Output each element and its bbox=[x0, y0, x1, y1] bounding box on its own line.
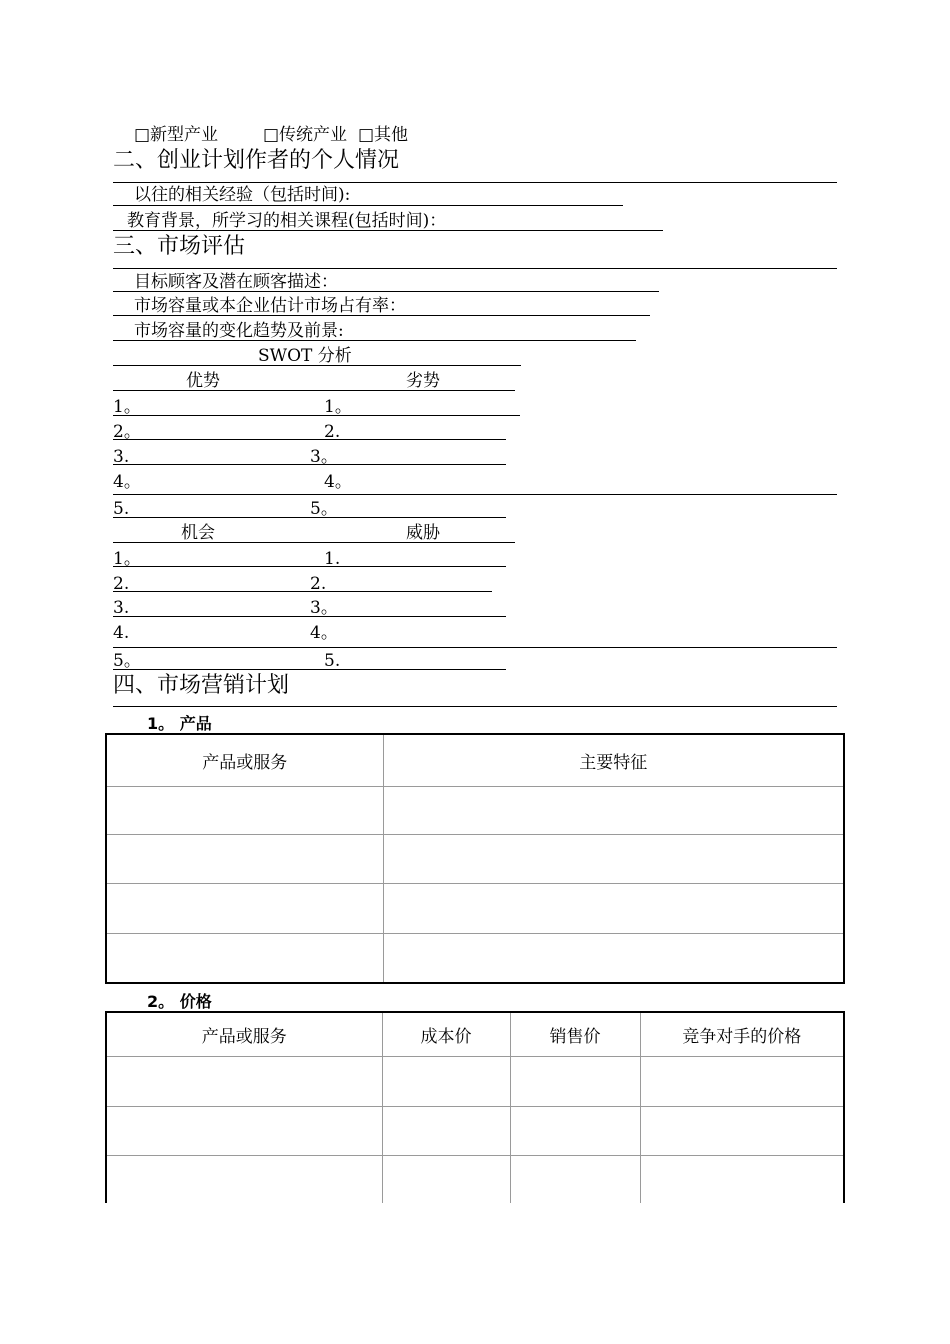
table-row bbox=[106, 933, 844, 983]
feature-cell[interactable] bbox=[383, 834, 844, 883]
target-customers-line[interactable] bbox=[113, 291, 659, 292]
cost-cell[interactable] bbox=[382, 1106, 510, 1155]
swot-ot-header-line bbox=[113, 542, 515, 543]
product-table-header bbox=[106, 734, 844, 786]
price-table-header bbox=[106, 1012, 844, 1056]
opportunity-item-2[interactable]: 2. bbox=[113, 574, 130, 594]
option-new-industry[interactable]: □新型产业 bbox=[134, 125, 219, 145]
competitor-cell[interactable] bbox=[640, 1056, 844, 1106]
sw-line-2 bbox=[113, 439, 506, 440]
weakness-item-4[interactable]: 4。 bbox=[324, 472, 352, 492]
strength-item-1[interactable]: 1。 bbox=[113, 397, 141, 417]
swot-title: SWOT 分析 bbox=[258, 346, 352, 366]
product-cell[interactable] bbox=[106, 834, 383, 883]
cost-cell[interactable] bbox=[382, 1155, 510, 1203]
table-row bbox=[106, 1155, 844, 1203]
price-header-service: 产品或服务 bbox=[106, 1012, 382, 1056]
opportunity-item-3[interactable]: 3. bbox=[113, 598, 130, 618]
sale-cell[interactable] bbox=[510, 1106, 640, 1155]
ot-line-3 bbox=[113, 616, 506, 617]
price-header-cost: 成本价 bbox=[382, 1012, 510, 1056]
service-cell[interactable] bbox=[106, 1056, 382, 1106]
sale-cell[interactable] bbox=[510, 1056, 640, 1106]
feature-cell[interactable] bbox=[383, 933, 844, 983]
opportunity-item-4[interactable]: 4. bbox=[113, 623, 130, 643]
sale-cell[interactable] bbox=[510, 1155, 640, 1203]
market-trend-label: 市场容量的变化趋势及前景: bbox=[134, 321, 344, 341]
product-cell[interactable] bbox=[106, 933, 383, 983]
strength-item-5[interactable]: 5. bbox=[113, 499, 130, 519]
threat-item-1[interactable]: 1. bbox=[324, 549, 341, 569]
section4-title: 四、市场营销计划 bbox=[113, 673, 290, 698]
section2-rule bbox=[113, 182, 837, 183]
swot-opportunities-header: 机会 bbox=[181, 523, 215, 543]
section3-title: 三、市场评估 bbox=[113, 234, 246, 259]
section4-rule bbox=[113, 706, 837, 707]
threat-item-2[interactable]: 2. bbox=[310, 574, 327, 594]
table-row bbox=[106, 834, 844, 883]
market-share-label: 市场容量或本企业估计市场占有率： bbox=[134, 296, 406, 316]
weakness-item-3[interactable]: 3。 bbox=[310, 447, 338, 467]
ot-line-2 bbox=[113, 591, 492, 592]
table-row bbox=[106, 1056, 844, 1106]
swot-title-line bbox=[113, 365, 521, 366]
product-subtitle: 1。 产品 bbox=[147, 714, 212, 733]
cost-cell[interactable] bbox=[382, 1056, 510, 1106]
opportunity-item-1[interactable]: 1。 bbox=[113, 549, 141, 569]
product-cell[interactable] bbox=[106, 883, 383, 933]
competitor-cell[interactable] bbox=[640, 1155, 844, 1203]
price-subtitle: 2。 价格 bbox=[147, 992, 212, 1011]
strength-item-2[interactable]: 2。 bbox=[113, 422, 141, 442]
table-row bbox=[106, 786, 844, 834]
table-row bbox=[106, 883, 844, 933]
weakness-item-2[interactable]: 2. bbox=[324, 422, 341, 442]
experience-line[interactable] bbox=[113, 205, 623, 206]
threat-item-4[interactable]: 4。 bbox=[310, 623, 338, 643]
option-other-industry[interactable]: □其他 bbox=[358, 125, 409, 145]
weakness-item-1[interactable]: 1。 bbox=[324, 397, 352, 417]
sw-line-3 bbox=[113, 464, 506, 465]
swot-sw-header-line bbox=[113, 390, 515, 391]
ot-line-1 bbox=[113, 566, 506, 567]
product-header-features: 主要特征 bbox=[383, 734, 844, 786]
feature-cell[interactable] bbox=[383, 883, 844, 933]
threat-item-3[interactable]: 3。 bbox=[310, 598, 338, 618]
market-trend-line[interactable] bbox=[113, 340, 636, 341]
product-table bbox=[105, 733, 845, 984]
section2-title: 二、创业计划作者的个人情况 bbox=[113, 148, 400, 173]
product-header-service: 产品或服务 bbox=[106, 734, 383, 786]
market-share-line[interactable] bbox=[113, 315, 650, 316]
service-cell[interactable] bbox=[106, 1106, 382, 1155]
experience-label: 以往的相关经验（包括时间): bbox=[134, 185, 351, 205]
competitor-cell[interactable] bbox=[640, 1106, 844, 1155]
ot-line-4 bbox=[113, 647, 837, 648]
threat-item-5[interactable]: 5. bbox=[324, 651, 341, 671]
sw-line-1 bbox=[113, 415, 520, 416]
opportunity-item-5[interactable]: 5。 bbox=[113, 651, 141, 671]
product-cell[interactable] bbox=[106, 786, 383, 834]
option-traditional-industry[interactable]: □传统产业 bbox=[263, 125, 348, 145]
sw-line-4 bbox=[113, 494, 837, 495]
sw-line-5 bbox=[113, 517, 506, 518]
swot-weaknesses-header: 劣势 bbox=[406, 371, 440, 391]
education-label: 教育背景，所学习的相关课程(包括时间)： bbox=[127, 211, 447, 231]
ot-line-5 bbox=[113, 669, 506, 670]
weakness-item-5[interactable]: 5。 bbox=[310, 499, 338, 519]
price-header-sale: 销售价 bbox=[510, 1012, 640, 1056]
price-header-competitor: 竞争对手的价格 bbox=[640, 1012, 844, 1056]
table-row bbox=[106, 1106, 844, 1155]
strength-item-4[interactable]: 4。 bbox=[113, 472, 141, 492]
section3-rule bbox=[113, 268, 837, 269]
target-customers-label: 目标顾客及潜在顾客描述： bbox=[134, 272, 338, 292]
strength-item-3[interactable]: 3. bbox=[113, 447, 130, 467]
feature-cell[interactable] bbox=[383, 786, 844, 834]
education-line[interactable] bbox=[113, 230, 663, 231]
price-table bbox=[105, 1011, 845, 1203]
swot-threats-header: 威胁 bbox=[406, 523, 440, 543]
swot-strengths-header: 优势 bbox=[186, 371, 220, 391]
service-cell[interactable] bbox=[106, 1155, 382, 1203]
